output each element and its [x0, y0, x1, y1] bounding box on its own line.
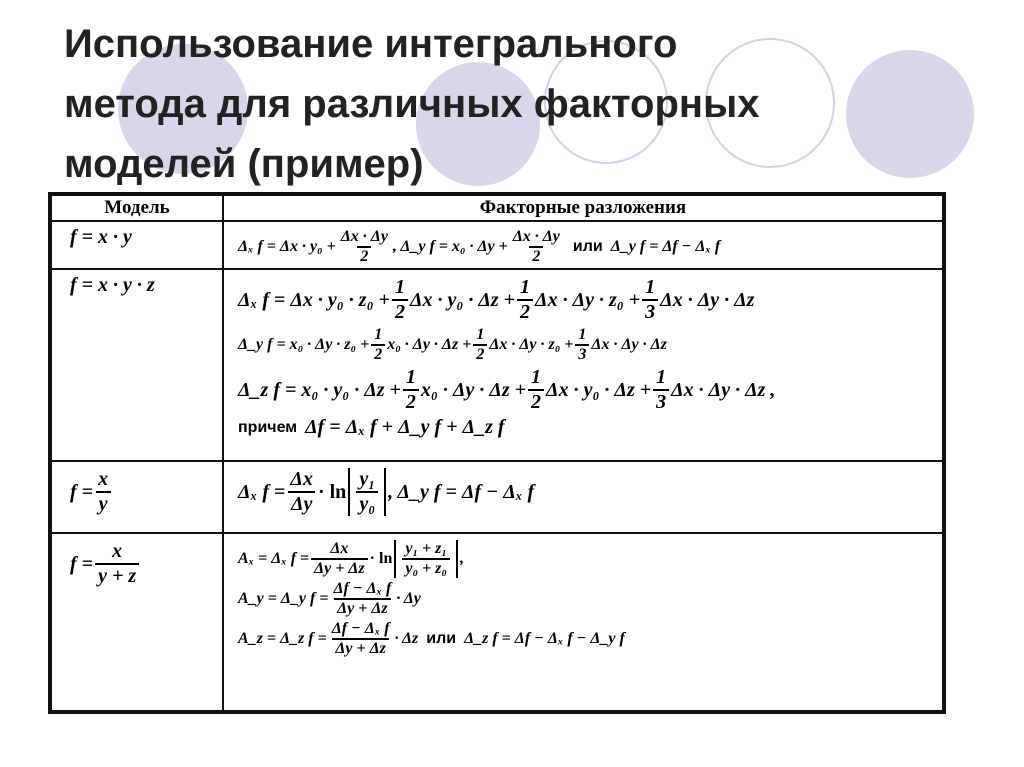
expr-part: x₀ · Δy · Δz + [420, 378, 527, 401]
denominator: 3 [575, 344, 589, 364]
fraction [95, 540, 139, 588]
expr-cell-4 [223, 533, 943, 711]
model-formula-2: f = x · y · z [70, 274, 155, 296]
denominator: Δy + Δz [311, 558, 368, 578]
expr-cell-3 [223, 461, 943, 533]
denominator: Δy + Δz [334, 598, 391, 618]
abs-bars [394, 540, 458, 578]
expr-part: , Δ_y f = Δf − Δₓ f [388, 480, 535, 503]
denominator: y₀ [356, 491, 378, 516]
numerator: y₁ + z₁ [405, 540, 447, 557]
title-line-2: метода для различных факторных [64, 82, 760, 126]
fraction [329, 620, 393, 658]
expr-part: · Δz [394, 630, 419, 647]
expr-part: Δf = Δₓ f + Δ_y f + Δ_z f [305, 416, 505, 438]
expr-line [238, 228, 942, 266]
denominator: 2 [529, 246, 543, 266]
denominator: 3 [642, 299, 658, 324]
numerator: y₁ [359, 468, 376, 490]
numerator: Δx · Δy [512, 228, 560, 245]
numerator: 1 [531, 366, 542, 388]
fraction [402, 540, 450, 578]
expr-part: f = [70, 552, 94, 575]
numerator: Δf − Δₓ f [331, 620, 390, 637]
fraction [338, 228, 391, 266]
denominator: y + z [95, 563, 139, 588]
model-cell-1 [51, 221, 223, 269]
word-or: или [426, 630, 457, 647]
denominator: y [96, 491, 111, 516]
expr-part: Δx · Δy · Δz [660, 288, 755, 311]
expr-line [238, 580, 942, 618]
expr-part: Δ_y f = Δf − Δₓ f [610, 238, 721, 255]
expr-group-3 [224, 462, 942, 516]
ln-operator: · ln [317, 480, 347, 503]
fraction [95, 468, 111, 516]
expr-part: A_z = Δ_z f = [238, 630, 327, 647]
fraction [287, 468, 316, 516]
expr-part: Δx · Δy · z₀ + [489, 336, 574, 353]
denominator: 2 [371, 344, 385, 364]
numerator: Δf − Δₓ f [333, 580, 392, 597]
fraction [653, 366, 669, 414]
denominator: 2 [357, 246, 371, 266]
numerator: Δx · Δy [340, 228, 388, 245]
expr-part: Δₓ f = Δx · y₀ · z₀ + [238, 288, 390, 311]
expr-part: Δx · Δy · Δz , [671, 378, 776, 401]
expr-part: Δₓ f = [238, 480, 286, 503]
numerator: 1 [645, 276, 656, 298]
model-cell-4 [51, 533, 223, 711]
abs-bars [348, 468, 386, 516]
expr-part: Δx · y₀ · Δz + [409, 288, 516, 311]
denominator: Δy + Δz [332, 638, 389, 658]
fraction [330, 580, 394, 618]
denominator: 2 [528, 389, 544, 414]
denominator: 2 [473, 344, 487, 364]
expr-part: , Δ_y f = x₀ · Δy + [392, 238, 508, 255]
expr-part: Aₓ = Δₓ f = [238, 550, 310, 567]
expr-line [238, 468, 942, 516]
fraction [311, 540, 368, 578]
header-decompositions: Факторные разложения [223, 195, 943, 221]
numerator: 1 [656, 366, 667, 388]
expr-line [238, 366, 942, 414]
slide-title [64, 14, 944, 194]
expr-part: Δ_y f = x₀ · Δy · z₀ + [238, 336, 370, 353]
expr-line [238, 620, 942, 658]
expr-part: Δx · Δy · Δz [591, 336, 667, 353]
factor-table [48, 192, 946, 714]
numerator: Δx [330, 540, 349, 557]
fraction [392, 276, 408, 324]
numerator: 1 [578, 326, 587, 343]
numerator: x [112, 540, 123, 562]
numerator: 1 [405, 366, 416, 388]
expr-part: · Δy [396, 590, 421, 607]
expr-part: Δx · y₀ · Δz + [546, 378, 652, 401]
fraction [510, 228, 563, 266]
numerator: 1 [374, 326, 383, 343]
fraction [642, 276, 658, 324]
fraction [517, 276, 533, 324]
expr-line [238, 276, 942, 324]
title-line-3: моделей (пример) [64, 142, 424, 186]
expr-part: Δx · Δy · z₀ + [535, 288, 641, 311]
expr-part: Δ_z f = Δf − Δₓ f − Δ_y f [464, 630, 625, 647]
denominator: y₀ + z₀ [402, 558, 450, 578]
title-line-1: Использование интегрального [64, 22, 678, 66]
ln-operator: · ln [369, 550, 393, 567]
denominator: 2 [392, 299, 408, 324]
denominator: 2 [517, 299, 533, 324]
expr-group-2 [224, 270, 942, 439]
numerator: 1 [476, 326, 485, 343]
expr-part: , [459, 550, 464, 567]
numerator: 1 [520, 276, 531, 298]
expr-part: f = [70, 480, 94, 503]
fraction [528, 366, 544, 414]
model-formula-3 [52, 464, 222, 516]
word-prichem: причем [238, 418, 298, 436]
denominator: Δy [288, 491, 315, 516]
expr-line [238, 326, 942, 364]
expr-part: Δ_z f = x₀ · y₀ · Δz + [238, 378, 401, 401]
expr-part: x₀ · Δy · Δz + [387, 336, 472, 353]
fraction [473, 326, 487, 364]
expr-cell-1 [223, 221, 943, 269]
model-formula-1: f = x · y [70, 226, 132, 248]
denominator: 2 [403, 389, 419, 414]
expr-part: ₓ f = Δx · y₀ + [248, 238, 336, 255]
model-cell-3 [51, 461, 223, 533]
expr-group-1 [224, 222, 942, 266]
header-model: Модель [51, 195, 223, 221]
fraction [356, 468, 378, 516]
delta-symbol: Δ [238, 238, 249, 255]
expr-line [238, 416, 942, 439]
numerator: Δx [290, 468, 313, 490]
expr-group-4 [224, 534, 942, 658]
model-cell-2 [51, 269, 223, 461]
numerator: 1 [394, 276, 405, 298]
fraction [403, 366, 419, 414]
model-formula-4 [52, 536, 222, 588]
denominator: 3 [653, 389, 669, 414]
expr-part: A_y = Δ_y f = [238, 590, 329, 607]
fraction [371, 326, 385, 364]
expr-line [238, 540, 942, 578]
fraction [575, 326, 589, 364]
expr-cell-2 [223, 269, 943, 461]
numerator: x [98, 468, 109, 490]
word-or: или [572, 238, 603, 255]
